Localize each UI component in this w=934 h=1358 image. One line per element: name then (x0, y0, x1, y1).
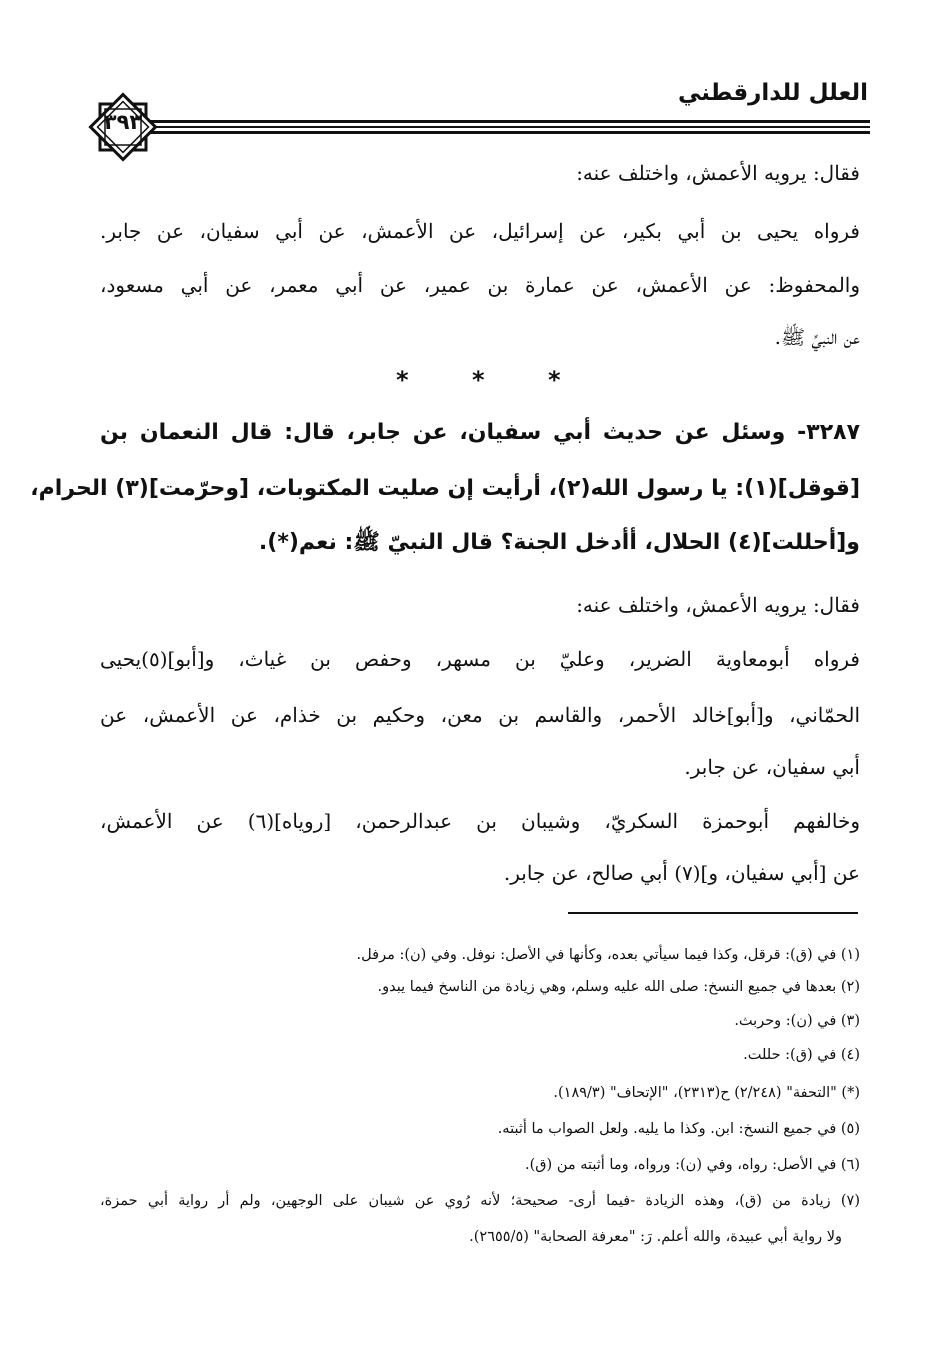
separator-star: * (396, 366, 409, 394)
section-separator (380, 366, 580, 394)
header-rule (150, 120, 870, 123)
text-line: عن النبيِّ ﷺ. (774, 325, 860, 349)
entry-answer-line: فقال: يرويه الأعمش، واختلف عنه: (576, 593, 860, 617)
entry-question-line: و[أحللت](٤) الحلال، أأدخل الجنة؟ قال النبيّ ﷺ: نعم(*). (258, 530, 860, 555)
footnote: (٣) في (ن): وحربث. (734, 1013, 860, 1029)
separator-star: * (472, 366, 485, 394)
text-line: والمحفوظ: عن الأعمش، عن عمارة بن عمير، عن أبي معمر، عن أبي مسعود، (100, 273, 860, 297)
text-line: فرواه يحيى بن أبي بكير، عن إسرائيل، عن الأعمش، عن أبي سفيان، عن جابر. (100, 219, 860, 243)
footnote-continuation: ولا رواية أبي عبيدة، والله أعلم. رَ: "معرفة الصحابة" (٢٦٥٥/٥). (469, 1229, 842, 1245)
text-line: فقال: يرويه الأعمش، واختلف عنه: (576, 161, 860, 185)
page-number: ٣٩٣ (103, 110, 143, 134)
header-rule (150, 126, 870, 128)
footnote: (٤) في (ق): حللت. (743, 1047, 860, 1063)
footnote: (٧) زيادة من (ق)، وهذه الزيادة -فيما أرى- صحيحة؛ لأنه رُوي عن شيبان على الوجهين، ولم أر رواية أبي حمزة، (100, 1193, 860, 1209)
entry-answer-line: الحمّاني، و[أبو]خالد الأحمر، والقاسم بن معن، وحكيم بن خذام، عن الأعمش، عن (100, 703, 860, 727)
page-number-badge (84, 88, 162, 166)
entry-answer-line: أبي سفيان، عن جابر. (684, 755, 860, 779)
entry-question-line: [قوقل](١): يا رسول الله(٢)، أرأيت إن صليت المكتوبات، [وحرّمت](٣) الحرام، (30, 476, 860, 501)
footnote: (*) "التحفة" (٢/٢٤٨) ح(٢٣١٣)، "الإتحاف" (١٨٩/٣). (553, 1085, 860, 1101)
entry-answer-line: وخالفهم أبوحمزة السكريّ، وشيبان بن عبدالرحمن، [روياه](٦) عن الأعمش، (100, 809, 860, 833)
header-rule (150, 131, 870, 134)
footnote: (٢) بعدها في جميع النسخ: صلى الله عليه وسلم، وهي زيادة من الناسخ فيما يبدو. (377, 979, 860, 995)
footnote: (١) في (ق): قرقل، وكذا فيما سيأتي بعده، وكأنها في الأصل: نوفل. وفي (ن): مرفل. (356, 947, 860, 963)
footnote: (٦) في الأصل: رواه، وفي (ن): ورواه، وما أثبته من (ق). (525, 1157, 860, 1173)
footnote: (٥) في جميع النسخ: ابن. وكذا ما يليه. ولعل الصواب ما أثبته. (497, 1121, 860, 1137)
footnote-divider (568, 912, 858, 914)
entry-answer-line: فرواه أبومعاوية الضرير، وعليّ بن مسهر، وحفص بن غياث، و[أبو](٥)يحيى (100, 647, 860, 671)
separator-star: * (548, 366, 561, 394)
entry-question-line: ٣٢٨٧- وسئل عن حديث أبي سفيان، عن جابر، قال: قال النعمان بن (100, 420, 860, 445)
entry-answer-line: عن [أبي سفيان، و](٧) أبي صالح، عن جابر. (503, 861, 860, 885)
book-title: العلل للدارقطني (678, 80, 868, 106)
